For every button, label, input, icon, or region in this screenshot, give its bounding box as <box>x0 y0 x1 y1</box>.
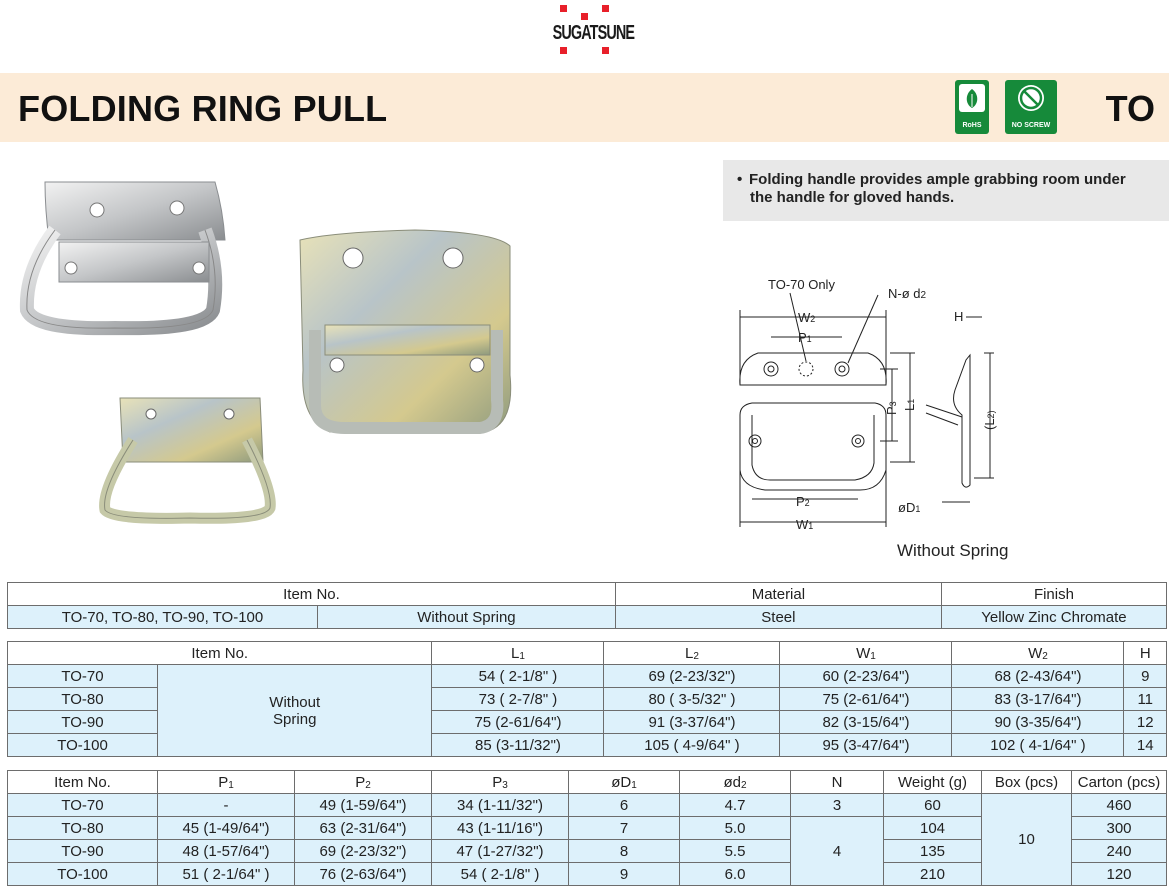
product-code: TO <box>1105 88 1155 129</box>
header-item-no: Item No. <box>8 583 616 606</box>
silver-pull-photo <box>27 182 225 328</box>
cell: 83 (3-17/64") <box>952 688 1124 711</box>
cell: 120 <box>1072 863 1167 886</box>
label-l2: (L2) <box>982 410 997 430</box>
cell: 76 (2-63/64") <box>295 863 432 886</box>
cell: TO-70 <box>8 665 158 688</box>
cell: 54 ( 2-1/8" ) <box>432 665 604 688</box>
cell: 49 (1-59/64") <box>295 794 432 817</box>
cell: 54 ( 2-1/8" ) <box>432 863 569 886</box>
cell: TO-70 <box>8 794 158 817</box>
cell: 82 (3-15/64") <box>780 711 952 734</box>
cell: 51 ( 2-1/64" ) <box>158 863 295 886</box>
cell: 460 <box>1072 794 1167 817</box>
header-w1: W1 <box>780 642 952 665</box>
cell: 14 <box>1124 734 1167 757</box>
cell-item-list: TO-70, TO-80, TO-90, TO-100 <box>8 606 318 629</box>
no-screw-icon <box>1005 80 1057 120</box>
cell: 85 (3-11/32") <box>432 734 604 757</box>
header-item-no: Item No. <box>8 771 158 794</box>
cell: 75 (2-61/64") <box>780 688 952 711</box>
cell: 48 (1-57/64") <box>158 840 295 863</box>
cell: 9 <box>569 863 680 886</box>
cell: 104 <box>884 817 982 840</box>
feature-box <box>723 160 1169 221</box>
cell: TO-90 <box>8 840 158 863</box>
brand-name: SUGATSUNE <box>552 22 635 44</box>
material-table <box>7 582 1167 629</box>
header-material: Material <box>615 583 941 606</box>
cell: 6.0 <box>680 863 791 886</box>
cell: 75 (2-61/64") <box>432 711 604 734</box>
no-screw-badge <box>1005 80 1057 134</box>
header-p1: P1 <box>158 771 295 794</box>
header-box: Box (pcs) <box>982 771 1072 794</box>
cell: - <box>158 794 295 817</box>
header-l2: L2 <box>604 642 780 665</box>
cell: 73 ( 2-7/8" ) <box>432 688 604 711</box>
cell: 69 (2-23/32") <box>604 665 780 688</box>
cell: 210 <box>884 863 982 886</box>
cell: 45 (1-49/64") <box>158 817 295 840</box>
header-d2: ød2 <box>680 771 791 794</box>
cell: 6 <box>569 794 680 817</box>
header-d1: øD1 <box>569 771 680 794</box>
header-weight: Weight (g) <box>884 771 982 794</box>
header-finish: Finish <box>941 583 1166 606</box>
cell: 69 (2-23/32") <box>295 840 432 863</box>
cell: 9 <box>1124 665 1167 688</box>
cell: 105 ( 4-9/64" ) <box>604 734 780 757</box>
label-h: H <box>954 309 964 324</box>
label-hole: N-ø d2 <box>888 286 927 301</box>
label-w1: W1 <box>796 517 814 532</box>
brand-logo <box>540 5 635 55</box>
feature-line-1: Folding handle provides ample grabbing room under <box>749 171 1126 188</box>
cell: 102 ( 4-1/64" ) <box>952 734 1124 757</box>
cell: 60 (2-23/64") <box>780 665 952 688</box>
technical-drawing <box>730 265 1030 540</box>
cell: 47 (1-27/32") <box>432 840 569 863</box>
label-d1: øD1 <box>898 500 921 515</box>
drawing-caption: Without Spring <box>897 541 1009 560</box>
leaf-icon <box>955 80 989 120</box>
rohs-label: RoHS <box>962 122 982 129</box>
cell-material: Steel <box>615 606 941 629</box>
yellow-zinc-pull-large-photo <box>300 230 511 432</box>
cell: 68 (2-43/64") <box>952 665 1124 688</box>
header-n: N <box>791 771 884 794</box>
yellow-zinc-pull-small-photo <box>105 398 271 518</box>
label-p2: P2 <box>796 494 810 509</box>
header-p2: P2 <box>295 771 432 794</box>
cell: 135 <box>884 840 982 863</box>
header-p3: P3 <box>432 771 569 794</box>
bullet-icon: • <box>737 171 743 188</box>
page-title: FOLDING RING PULL <box>18 88 388 129</box>
cell-spring-group: Without Spring <box>158 665 432 757</box>
cell: 12 <box>1124 711 1167 734</box>
cell: 95 (3-47/64") <box>780 734 952 757</box>
label-w2: W2 <box>798 310 816 325</box>
cell: TO-80 <box>8 688 158 711</box>
product-photos <box>15 170 535 540</box>
cell: 5.5 <box>680 840 791 863</box>
label-p1: P1 <box>798 330 812 345</box>
cell: 8 <box>569 840 680 863</box>
cell-spring: Without Spring <box>318 606 616 629</box>
cell: 240 <box>1072 840 1167 863</box>
cell: 90 (3-35/64") <box>952 711 1124 734</box>
cell: 34 (1-11/32") <box>432 794 569 817</box>
cell: 300 <box>1072 817 1167 840</box>
rohs-badge <box>955 80 989 134</box>
cell: TO-100 <box>8 863 158 886</box>
cell: 3 <box>791 794 884 817</box>
header-l1: L1 <box>432 642 604 665</box>
cell: TO-80 <box>8 817 158 840</box>
cell: 11 <box>1124 688 1167 711</box>
cell: 60 <box>884 794 982 817</box>
table-row <box>8 794 1167 817</box>
dimensions-table <box>7 641 1167 757</box>
cell: 63 (2-31/64") <box>295 817 432 840</box>
header-item-no: Item No. <box>8 642 432 665</box>
cell: 4.7 <box>680 794 791 817</box>
header-h: H <box>1124 642 1167 665</box>
header-carton: Carton (pcs) <box>1072 771 1167 794</box>
feature-line-2: the handle for gloved hands. <box>750 189 955 206</box>
label-l1: L1 <box>902 398 917 411</box>
cell-box-merged: 10 <box>982 794 1072 886</box>
no-screw-label: NO SCREW <box>1011 122 1051 129</box>
cell: TO-90 <box>8 711 158 734</box>
specifications-table <box>7 770 1167 886</box>
label-p3: P3 <box>884 401 899 415</box>
header-w2: W2 <box>952 642 1124 665</box>
cell-finish: Yellow Zinc Chromate <box>941 606 1166 629</box>
table-row <box>8 665 1167 688</box>
cell: 5.0 <box>680 817 791 840</box>
cell-n-merged: 4 <box>791 817 884 886</box>
cell: TO-100 <box>8 734 158 757</box>
label-to70-only: TO-70 Only <box>768 277 835 292</box>
cell: 7 <box>569 817 680 840</box>
cell: 80 ( 3-5/32" ) <box>604 688 780 711</box>
cell: 91 (3-37/64") <box>604 711 780 734</box>
cell: 43 (1-11/16") <box>432 817 569 840</box>
